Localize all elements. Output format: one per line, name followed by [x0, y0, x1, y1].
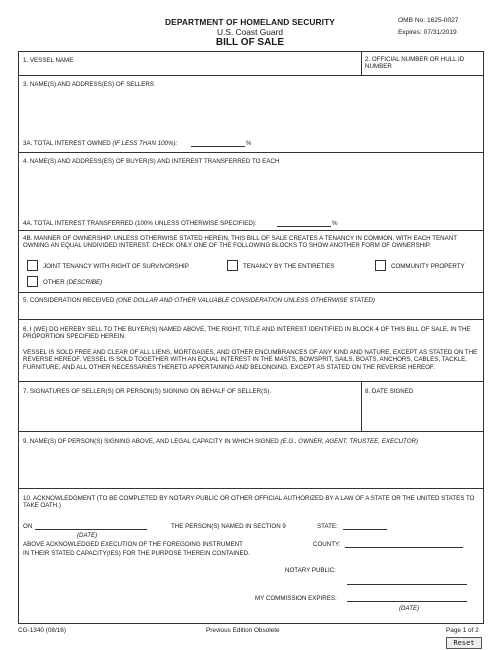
section-4-row	[19, 153, 483, 231]
bill-of-sale-form	[18, 51, 484, 624]
tenancy-entireties-label: TENANCY BY THE ENTIRETIES	[243, 263, 335, 270]
joint-tenancy-checkbox[interactable]	[27, 260, 38, 271]
on-label: ON	[23, 523, 33, 530]
transfer-statement: 6. I (WE) DO HEREBY SELL TO THE BUYER(S) NAMED ABOVE, THE RIGHT, TITLE AND INTEREST IDENTIFIED IN BLOCK 4 OF THIS BILL OF SALE, IN THE PROPORTION SPECIFIED HEREIN.	[23, 326, 471, 341]
notary-signature-field[interactable]	[347, 584, 467, 585]
seller-signatures-label: 7. SIGNATURES OF SELLER(S) OR PERSON(S) SIGNING ON BEHALF OF SELLER(S).	[23, 388, 272, 395]
percent-sign: %	[246, 140, 252, 147]
percent-sign: %	[332, 220, 338, 227]
divider	[361, 382, 362, 432]
sellers-label: 3. NAME(S) AND ADDRESS(ES) OF SELLERS	[23, 81, 154, 88]
section-7-8-row	[19, 382, 483, 432]
form-number: CG-1340 (08/16)	[18, 627, 66, 634]
expiration-date: Expires: 07/31/2019	[398, 29, 457, 36]
state-field[interactable]	[343, 529, 387, 530]
community-property-label: COMMUNITY PROPERTY	[391, 263, 465, 270]
ack-capacity-text: IN THEIR STATED CAPACITY(IES) FOR THE PURPOSE THEREIN CONTAINED.	[23, 550, 250, 557]
form-title: BILL OF SALE	[215, 37, 285, 48]
ack-date-caption: (DATE)	[77, 532, 98, 539]
total-interest-owned-field[interactable]	[191, 146, 245, 147]
community-property-checkbox[interactable]	[375, 260, 386, 271]
total-interest-transferred-label: 4A. TOTAL INTEREST TRANSFERRED (100% UNLESS OTHERWISE SPECIFIED):	[23, 220, 257, 227]
persons-named-label: THE PERSON(S) NAMED IN SECTION 9	[171, 523, 286, 530]
sellers-field[interactable]	[21, 90, 481, 136]
date-signed-field[interactable]	[363, 397, 481, 430]
county-label: COUNTY:	[313, 541, 341, 548]
other-ownership-checkbox[interactable]	[27, 276, 38, 287]
consideration-field[interactable]	[21, 306, 481, 318]
official-number-field[interactable]	[363, 65, 481, 75]
total-interest-owned-label: 3A. TOTAL INTEREST OWNED (IF LESS THAN 100%):	[23, 140, 178, 147]
ack-execution-text: ABOVE ACKNOWLEDGED EXECUTION OF THE FOREGOING INSTRUMENT	[23, 541, 243, 548]
commission-expires-field[interactable]	[347, 601, 467, 602]
total-interest-transferred-field[interactable]	[277, 226, 331, 227]
consideration-label: 5. CONSIDERATION RECEIVED (ONE DOLLAR AND OTHER VALUABLE CONSIDERATION UNLESS OTHERWISE STATED)	[23, 297, 375, 304]
date-signed-label: 8. DATE SIGNED	[365, 388, 414, 395]
tenancy-entireties-checkbox[interactable]	[227, 260, 238, 271]
section-4b-row	[19, 231, 483, 293]
notary-public-label: NOTARY PUBLIC:	[285, 567, 336, 574]
seller-signatures-field[interactable]	[21, 397, 359, 430]
reset-button[interactable]: Reset	[446, 637, 482, 649]
buyers-label: 4. NAME(S) AND ADDRESS(ES) OF BUYER(S) AND INTEREST TRANSFERRED TO EACH	[23, 158, 280, 165]
acknowledgment-label: 10. ACKNOWLEDGMENT (TO BE COMPLETED BY NOTARY PUBLIC OR OTHER OFFICIAL AUTHORIZED BY A LAW OF A STATE OR THE UNITED STATES TO TAKE OATH.)	[23, 495, 475, 510]
page-number: Page 1 of 2	[446, 627, 479, 634]
manner-of-ownership-text: 4B. MANNER OF OWNERSHIP. UNLESS OTHERWISE STATED HEREIN, THIS BILL OF SALE CREATES A TENANCY IN COMMON, WITH EACH TENANT OWNING AN EQUAL UNDIVIDED INTEREST. CHECK ONLY ONE OF THE FOLLOWING BLOCKS TO SHOW ANOTHER FORM OF OWNERSHIP.	[23, 235, 457, 250]
agency-name: DEPARTMENT OF HOMELAND SECURITY	[165, 17, 335, 27]
section-1-2-row	[19, 52, 483, 76]
section-3-row	[19, 76, 483, 153]
commission-expires-label: MY COMMISSION EXPIRES:	[255, 595, 337, 602]
form-header	[0, 0, 500, 54]
signer-names-label: 9. NAME(S) OF PERSON(S) SIGNING ABOVE, AND LEGAL CAPACITY IN WHICH SIGNED (E.G., OWNER, AGENT, TRUSTEE, EXECUTOR)	[23, 438, 419, 445]
county-field[interactable]	[345, 547, 463, 548]
ack-date-field[interactable]	[35, 529, 147, 530]
section-10-row	[19, 489, 483, 623]
buyers-field[interactable]	[21, 167, 481, 215]
obsolete-notice: Previous Edition Obsolete	[206, 627, 280, 634]
other-ownership-label: OTHER (DESCRIBE)	[43, 279, 103, 286]
joint-tenancy-label: JOINT TENANCY WITH RIGHT OF SURVIVORSHIP	[43, 263, 189, 270]
section-5-row	[19, 293, 483, 320]
sub-agency-name: U.S. Coast Guard	[216, 27, 284, 37]
commission-date-caption: (DATE)	[399, 605, 420, 612]
vessel-name-label: 1. VESSEL NAME	[23, 57, 74, 64]
section-6-row	[19, 320, 483, 382]
official-number-label: 2. OFFICIAL NUMBER OR HULL ID NUMBER	[365, 56, 465, 71]
signer-names-field[interactable]	[21, 448, 481, 486]
vessel-name-field[interactable]	[21, 65, 359, 75]
section-9-row	[19, 432, 483, 489]
state-label: STATE:	[317, 523, 338, 530]
free-and-clear-statement: VESSEL IS SOLD FREE AND CLEAR OF ALL LIENS, MORTGAGES, AND OTHER ENCUMBRANCES OF ANY KIND AND NATURE, EXCEPT AS STATED ON THE REVERSE HEREOF. VESSEL IS SOLD TOGETHER WITH AN EQUAL INTEREST IN THE MASTS, BOWSPRIT, SAILS, BOATS, ANCHORS, CABLES, TACKLE, FURNITURE, AND ALL OTHER NECESSARIES THERETO APPERTAINING AND BELONGING, EXCEPT AS STATED ON THE REVERSE HEREOF.	[23, 349, 478, 371]
omb-number: OMB No: 1625-0027	[398, 17, 459, 24]
divider	[361, 52, 362, 76]
